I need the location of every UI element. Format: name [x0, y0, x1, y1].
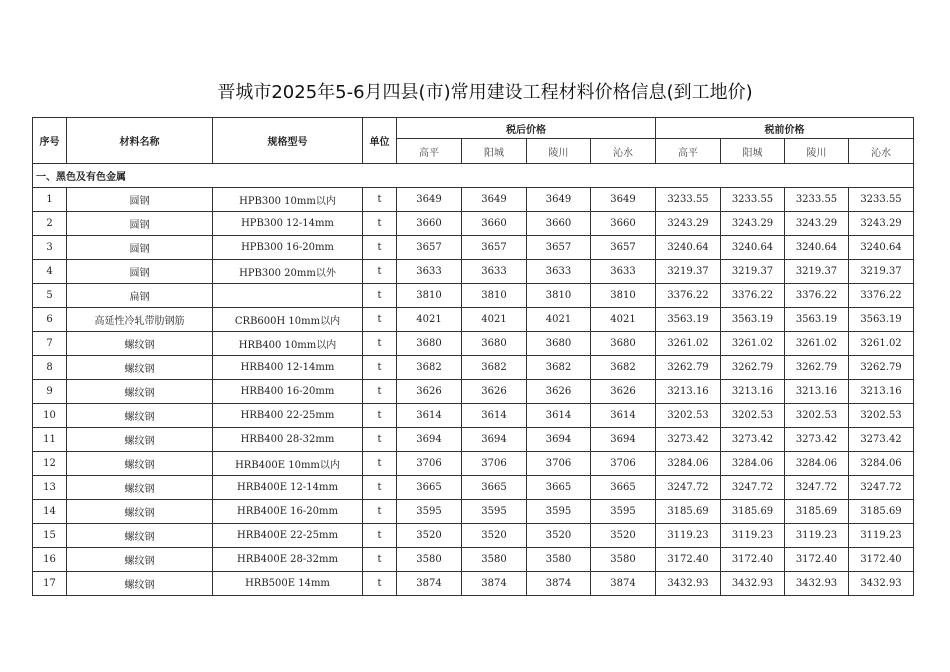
- cell-spec: HRB400E 28-32mm: [213, 548, 363, 572]
- cell-seq: 5: [33, 284, 67, 308]
- table-row: [33, 500, 914, 524]
- cell-spec: HPB300 20mm以外: [213, 260, 363, 284]
- cell-pre-price: 3376.22: [721, 284, 785, 308]
- cell-pre-price: 3261.02: [785, 332, 849, 356]
- header-pre-lingchuan: 陵川: [785, 139, 849, 164]
- cell-pre-price: 3202.53: [849, 404, 914, 428]
- cell-pre-price: 3247.72: [785, 476, 849, 500]
- cell-pre-price: 3172.40: [656, 548, 721, 572]
- cell-after-price: 3657: [397, 236, 462, 260]
- cell-pre-price: 3273.42: [849, 428, 914, 452]
- table-row: [33, 404, 914, 428]
- cell-name: 螺纹钢: [67, 548, 213, 572]
- cell-after-price: 3682: [462, 356, 527, 380]
- cell-after-price: 4021: [527, 308, 591, 332]
- cell-unit: t: [363, 500, 397, 524]
- cell-after-price: 3706: [397, 452, 462, 476]
- cell-unit: t: [363, 572, 397, 596]
- cell-name: 螺纹钢: [67, 572, 213, 596]
- cell-unit: t: [363, 476, 397, 500]
- header-after-gaoping: 高平: [397, 139, 462, 164]
- cell-after-price: 3665: [462, 476, 527, 500]
- cell-after-price: 3680: [397, 332, 462, 356]
- cell-spec: HRB400 16-20mm: [213, 380, 363, 404]
- cell-pre-price: 3202.53: [721, 404, 785, 428]
- cell-name: 螺纹钢: [67, 476, 213, 500]
- cell-pre-price: 3243.29: [721, 212, 785, 236]
- cell-pre-price: 3172.40: [785, 548, 849, 572]
- cell-name: 螺纹钢: [67, 500, 213, 524]
- cell-unit: t: [363, 188, 397, 212]
- cell-after-price: 3649: [527, 188, 591, 212]
- cell-pre-price: 3273.42: [785, 428, 849, 452]
- cell-seq: 14: [33, 500, 67, 524]
- cell-pre-price: 3284.06: [656, 452, 721, 476]
- cell-pre-price: 3273.42: [656, 428, 721, 452]
- cell-after-price: 3660: [397, 212, 462, 236]
- cell-name: 圆钢: [67, 260, 213, 284]
- cell-after-price: 3626: [462, 380, 527, 404]
- cell-spec: HRB400E 22-25mm: [213, 524, 363, 548]
- cell-spec: HRB400E 16-20mm: [213, 500, 363, 524]
- header-unit: 单位: [363, 118, 397, 164]
- cell-pre-price: 3261.02: [656, 332, 721, 356]
- cell-seq: 11: [33, 428, 67, 452]
- header-name: 材料名称: [67, 118, 213, 164]
- cell-spec: HRB400 22-25mm: [213, 404, 363, 428]
- cell-after-price: 3810: [462, 284, 527, 308]
- cell-seq: 10: [33, 404, 67, 428]
- cell-spec: HRB400 10mm以内: [213, 332, 363, 356]
- cell-seq: 6: [33, 308, 67, 332]
- cell-after-price: 3649: [462, 188, 527, 212]
- cell-after-price: 3657: [591, 236, 656, 260]
- cell-seq: 2: [33, 212, 67, 236]
- cell-seq: 15: [33, 524, 67, 548]
- cell-pre-price: 3247.72: [656, 476, 721, 500]
- cell-pre-price: 3284.06: [785, 452, 849, 476]
- cell-pre-price: 3284.06: [849, 452, 914, 476]
- cell-pre-price: 3219.37: [849, 260, 914, 284]
- cell-seq: 4: [33, 260, 67, 284]
- cell-after-price: 3580: [527, 548, 591, 572]
- cell-pre-price: 3185.69: [849, 500, 914, 524]
- cell-pre-price: 3240.64: [721, 236, 785, 260]
- cell-pre-price: 3213.16: [721, 380, 785, 404]
- cell-spec: HPB300 16-20mm: [213, 236, 363, 260]
- cell-after-price: 3660: [591, 212, 656, 236]
- cell-pre-price: 3261.02: [721, 332, 785, 356]
- cell-name: 圆钢: [67, 188, 213, 212]
- cell-pre-price: 3432.93: [849, 572, 914, 596]
- cell-pre-price: 3376.22: [656, 284, 721, 308]
- table-row: [33, 428, 914, 452]
- cell-name: 螺纹钢: [67, 524, 213, 548]
- cell-after-price: 3614: [462, 404, 527, 428]
- cell-spec: HPB300 10mm以内: [213, 188, 363, 212]
- category-row: 一、黑色及有色金属: [33, 164, 914, 188]
- cell-after-price: 3706: [462, 452, 527, 476]
- header-after-lingchuan: 陵川: [527, 139, 591, 164]
- cell-after-price: 3649: [397, 188, 462, 212]
- cell-seq: 7: [33, 332, 67, 356]
- cell-unit: t: [363, 308, 397, 332]
- cell-name: 螺纹钢: [67, 428, 213, 452]
- cell-pre-price: 3247.72: [849, 476, 914, 500]
- header-after-qinshui: 沁水: [591, 139, 656, 164]
- table-row: [33, 356, 914, 380]
- cell-unit: t: [363, 356, 397, 380]
- cell-spec: HRB400E 10mm以内: [213, 452, 363, 476]
- cell-pre-price: 3376.22: [849, 284, 914, 308]
- cell-pre-price: 3240.64: [785, 236, 849, 260]
- cell-unit: t: [363, 260, 397, 284]
- cell-pre-price: 3172.40: [721, 548, 785, 572]
- cell-after-price: 3682: [397, 356, 462, 380]
- cell-after-price: 3614: [397, 404, 462, 428]
- cell-pre-price: 3240.64: [656, 236, 721, 260]
- cell-after-price: 4021: [462, 308, 527, 332]
- cell-unit: t: [363, 236, 397, 260]
- header-spec: 规格型号: [213, 118, 363, 164]
- cell-pre-price: 3432.93: [721, 572, 785, 596]
- table-row: [33, 236, 914, 260]
- cell-pre-price: 3185.69: [721, 500, 785, 524]
- cell-after-price: 3626: [591, 380, 656, 404]
- cell-after-price: 3614: [527, 404, 591, 428]
- cell-pre-price: 3376.22: [785, 284, 849, 308]
- cell-pre-price: 3261.02: [849, 332, 914, 356]
- page-title: 晋城市2025年5-6月四县(市)常用建设工程材料价格信息(到工地价): [217, 82, 753, 103]
- cell-after-price: 3520: [591, 524, 656, 548]
- cell-after-price: 3520: [462, 524, 527, 548]
- cell-unit: t: [363, 212, 397, 236]
- cell-spec: HRB500E 14mm: [213, 572, 363, 596]
- table-row: [33, 524, 914, 548]
- cell-pre-price: 3213.16: [785, 380, 849, 404]
- cell-after-price: 3694: [527, 428, 591, 452]
- cell-pre-price: 3563.19: [849, 308, 914, 332]
- cell-unit: t: [363, 452, 397, 476]
- table-row: [33, 380, 914, 404]
- cell-pre-price: 3284.06: [721, 452, 785, 476]
- cell-pre-price: 3172.40: [849, 548, 914, 572]
- price-table: [32, 117, 914, 596]
- cell-unit: t: [363, 428, 397, 452]
- cell-after-price: 3595: [591, 500, 656, 524]
- cell-name: 螺纹钢: [67, 380, 213, 404]
- cell-after-price: 3633: [462, 260, 527, 284]
- cell-after-price: 3614: [591, 404, 656, 428]
- cell-after-price: 3874: [462, 572, 527, 596]
- cell-pre-price: 3202.53: [785, 404, 849, 428]
- cell-after-price: 3694: [591, 428, 656, 452]
- table-row: [33, 188, 914, 212]
- cell-pre-price: 3219.37: [656, 260, 721, 284]
- cell-name: 螺纹钢: [67, 332, 213, 356]
- cell-name: 高延性冷轧带肋钢筋: [67, 308, 213, 332]
- cell-after-price: 3660: [462, 212, 527, 236]
- cell-after-price: 3595: [397, 500, 462, 524]
- cell-pre-price: 3119.23: [721, 524, 785, 548]
- cell-after-price: 3649: [591, 188, 656, 212]
- cell-pre-price: 3563.19: [721, 308, 785, 332]
- cell-after-price: 3665: [591, 476, 656, 500]
- header-pre-tax: 税前价格: [656, 118, 914, 139]
- header-seq: 序号: [33, 118, 67, 164]
- cell-name: 螺纹钢: [67, 356, 213, 380]
- cell-pre-price: 3262.79: [785, 356, 849, 380]
- cell-pre-price: 3233.55: [785, 188, 849, 212]
- cell-pre-price: 3240.64: [849, 236, 914, 260]
- header-pre-yangcheng: 阳城: [721, 139, 785, 164]
- table-row: [33, 260, 914, 284]
- cell-seq: 16: [33, 548, 67, 572]
- cell-seq: 12: [33, 452, 67, 476]
- cell-spec: HPB300 12-14mm: [213, 212, 363, 236]
- cell-spec: HRB400 28-32mm: [213, 428, 363, 452]
- cell-pre-price: 3262.79: [849, 356, 914, 380]
- table-row: [33, 572, 914, 596]
- cell-after-price: 3633: [591, 260, 656, 284]
- cell-unit: t: [363, 524, 397, 548]
- cell-after-price: 3633: [527, 260, 591, 284]
- cell-after-price: 3580: [591, 548, 656, 572]
- cell-unit: t: [363, 548, 397, 572]
- cell-pre-price: 3233.55: [656, 188, 721, 212]
- cell-spec: [213, 284, 363, 308]
- cell-after-price: 3626: [527, 380, 591, 404]
- cell-pre-price: 3432.93: [785, 572, 849, 596]
- cell-after-price: 3595: [527, 500, 591, 524]
- header-after-tax: 税后价格: [397, 118, 656, 139]
- cell-after-price: 3665: [527, 476, 591, 500]
- cell-after-price: 3680: [591, 332, 656, 356]
- cell-pre-price: 3243.29: [849, 212, 914, 236]
- cell-pre-price: 3262.79: [721, 356, 785, 380]
- cell-after-price: 3694: [462, 428, 527, 452]
- cell-after-price: 3680: [527, 332, 591, 356]
- cell-name: 圆钢: [67, 236, 213, 260]
- table-row: [33, 548, 914, 572]
- cell-seq: 17: [33, 572, 67, 596]
- cell-name: 圆钢: [67, 212, 213, 236]
- cell-after-price: 3580: [397, 548, 462, 572]
- cell-after-price: 3520: [527, 524, 591, 548]
- cell-seq: 9: [33, 380, 67, 404]
- cell-after-price: 3682: [527, 356, 591, 380]
- cell-after-price: 3706: [527, 452, 591, 476]
- cell-pre-price: 3233.55: [721, 188, 785, 212]
- table-row: [33, 308, 914, 332]
- header-after-yangcheng: 阳城: [462, 139, 527, 164]
- cell-after-price: 3810: [527, 284, 591, 308]
- cell-seq: 13: [33, 476, 67, 500]
- cell-pre-price: 3202.53: [656, 404, 721, 428]
- cell-after-price: 3682: [591, 356, 656, 380]
- table-row: [33, 476, 914, 500]
- cell-unit: t: [363, 332, 397, 356]
- cell-name: 螺纹钢: [67, 404, 213, 428]
- cell-spec: HRB400 12-14mm: [213, 356, 363, 380]
- cell-seq: 8: [33, 356, 67, 380]
- cell-pre-price: 3219.37: [785, 260, 849, 284]
- cell-pre-price: 3213.16: [849, 380, 914, 404]
- table-row: [33, 332, 914, 356]
- cell-spec: CRB600H 10mm以内: [213, 308, 363, 332]
- cell-after-price: 3660: [527, 212, 591, 236]
- cell-pre-price: 3119.23: [656, 524, 721, 548]
- cell-after-price: 3706: [591, 452, 656, 476]
- cell-pre-price: 3219.37: [721, 260, 785, 284]
- cell-pre-price: 3247.72: [721, 476, 785, 500]
- cell-after-price: 3657: [527, 236, 591, 260]
- cell-after-price: 3633: [397, 260, 462, 284]
- cell-pre-price: 3262.79: [656, 356, 721, 380]
- cell-after-price: 3874: [527, 572, 591, 596]
- cell-name: 扁钢: [67, 284, 213, 308]
- cell-after-price: 4021: [591, 308, 656, 332]
- cell-spec: HRB400E 12-14mm: [213, 476, 363, 500]
- cell-after-price: 3810: [591, 284, 656, 308]
- cell-after-price: 3657: [462, 236, 527, 260]
- cell-after-price: 3810: [397, 284, 462, 308]
- cell-pre-price: 3119.23: [785, 524, 849, 548]
- cell-pre-price: 3273.42: [721, 428, 785, 452]
- cell-seq: 1: [33, 188, 67, 212]
- cell-pre-price: 3185.69: [785, 500, 849, 524]
- cell-after-price: 3626: [397, 380, 462, 404]
- cell-unit: t: [363, 284, 397, 308]
- cell-after-price: 3665: [397, 476, 462, 500]
- cell-pre-price: 3563.19: [656, 308, 721, 332]
- cell-unit: t: [363, 380, 397, 404]
- cell-after-price: 3595: [462, 500, 527, 524]
- cell-pre-price: 3185.69: [656, 500, 721, 524]
- cell-pre-price: 3243.29: [656, 212, 721, 236]
- table-row: [33, 284, 914, 308]
- cell-seq: 3: [33, 236, 67, 260]
- cell-pre-price: 3119.23: [849, 524, 914, 548]
- cell-after-price: 3874: [591, 572, 656, 596]
- cell-after-price: 4021: [397, 308, 462, 332]
- cell-pre-price: 3563.19: [785, 308, 849, 332]
- table-row: [33, 212, 914, 236]
- cell-after-price: 3520: [397, 524, 462, 548]
- cell-after-price: 3680: [462, 332, 527, 356]
- header-pre-qinshui: 沁水: [849, 139, 914, 164]
- cell-pre-price: 3233.55: [849, 188, 914, 212]
- cell-after-price: 3874: [397, 572, 462, 596]
- table-row: [33, 452, 914, 476]
- cell-after-price: 3694: [397, 428, 462, 452]
- cell-pre-price: 3243.29: [785, 212, 849, 236]
- cell-after-price: 3580: [462, 548, 527, 572]
- cell-pre-price: 3213.16: [656, 380, 721, 404]
- header-pre-gaoping: 高平: [656, 139, 721, 164]
- cell-name: 螺纹钢: [67, 452, 213, 476]
- cell-pre-price: 3432.93: [656, 572, 721, 596]
- cell-unit: t: [363, 404, 397, 428]
